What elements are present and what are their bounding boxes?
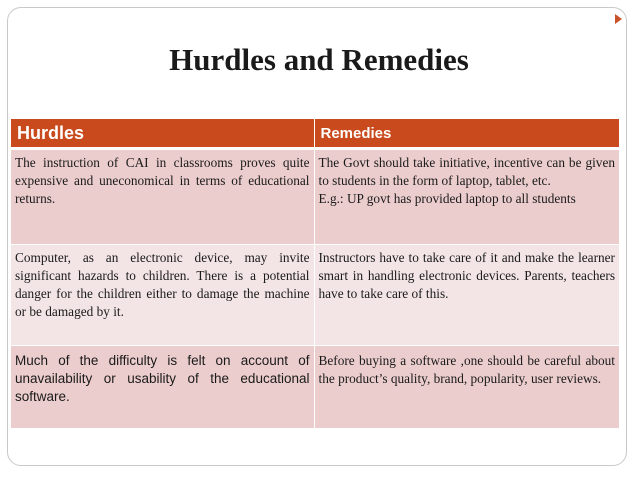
table-header-row [11,119,619,149]
remedy-cell [314,346,619,429]
remedy-cell [314,245,619,346]
header-hurdles: Hurdles [11,119,314,149]
remedy-example: E.g.: UP govt has provided laptop to all students [318,191,576,206]
table-row [11,346,619,429]
table-row [11,245,619,346]
corner-arrow-icon [615,14,622,24]
remedy-text: The Govt should take initiative, incentive can be given to students in the form of laptop, tablet, etc. [318,155,615,188]
header-remedies: Remedies [314,119,619,149]
table-row [11,149,619,245]
remedy-cell [314,149,619,245]
hurdle-cell: The instruction of CAI in classrooms proves quite expensive and uneconomical in terms of educational returns. [11,149,314,245]
slide-title: Hurdles and Remedies [169,42,469,77]
remedy-text: Instructors have to take care of it and make the learner smart in handling electronic devices. Parents, teachers have to take care of this. [318,250,615,301]
hurdles-remedies-table [11,119,619,429]
remedy-text: Before buying a software ,one should be careful about the product’s quality, brand, popularity, user reviews. [318,353,615,386]
hurdle-cell: Computer, as an electronic device, may invite significant hazards to children. There is a potential danger for the children either to damage the machine or be damaged by it. [11,245,314,346]
hurdle-cell: Much of the difficulty is felt on account of unavailability or usability of the educational software. [11,346,314,429]
